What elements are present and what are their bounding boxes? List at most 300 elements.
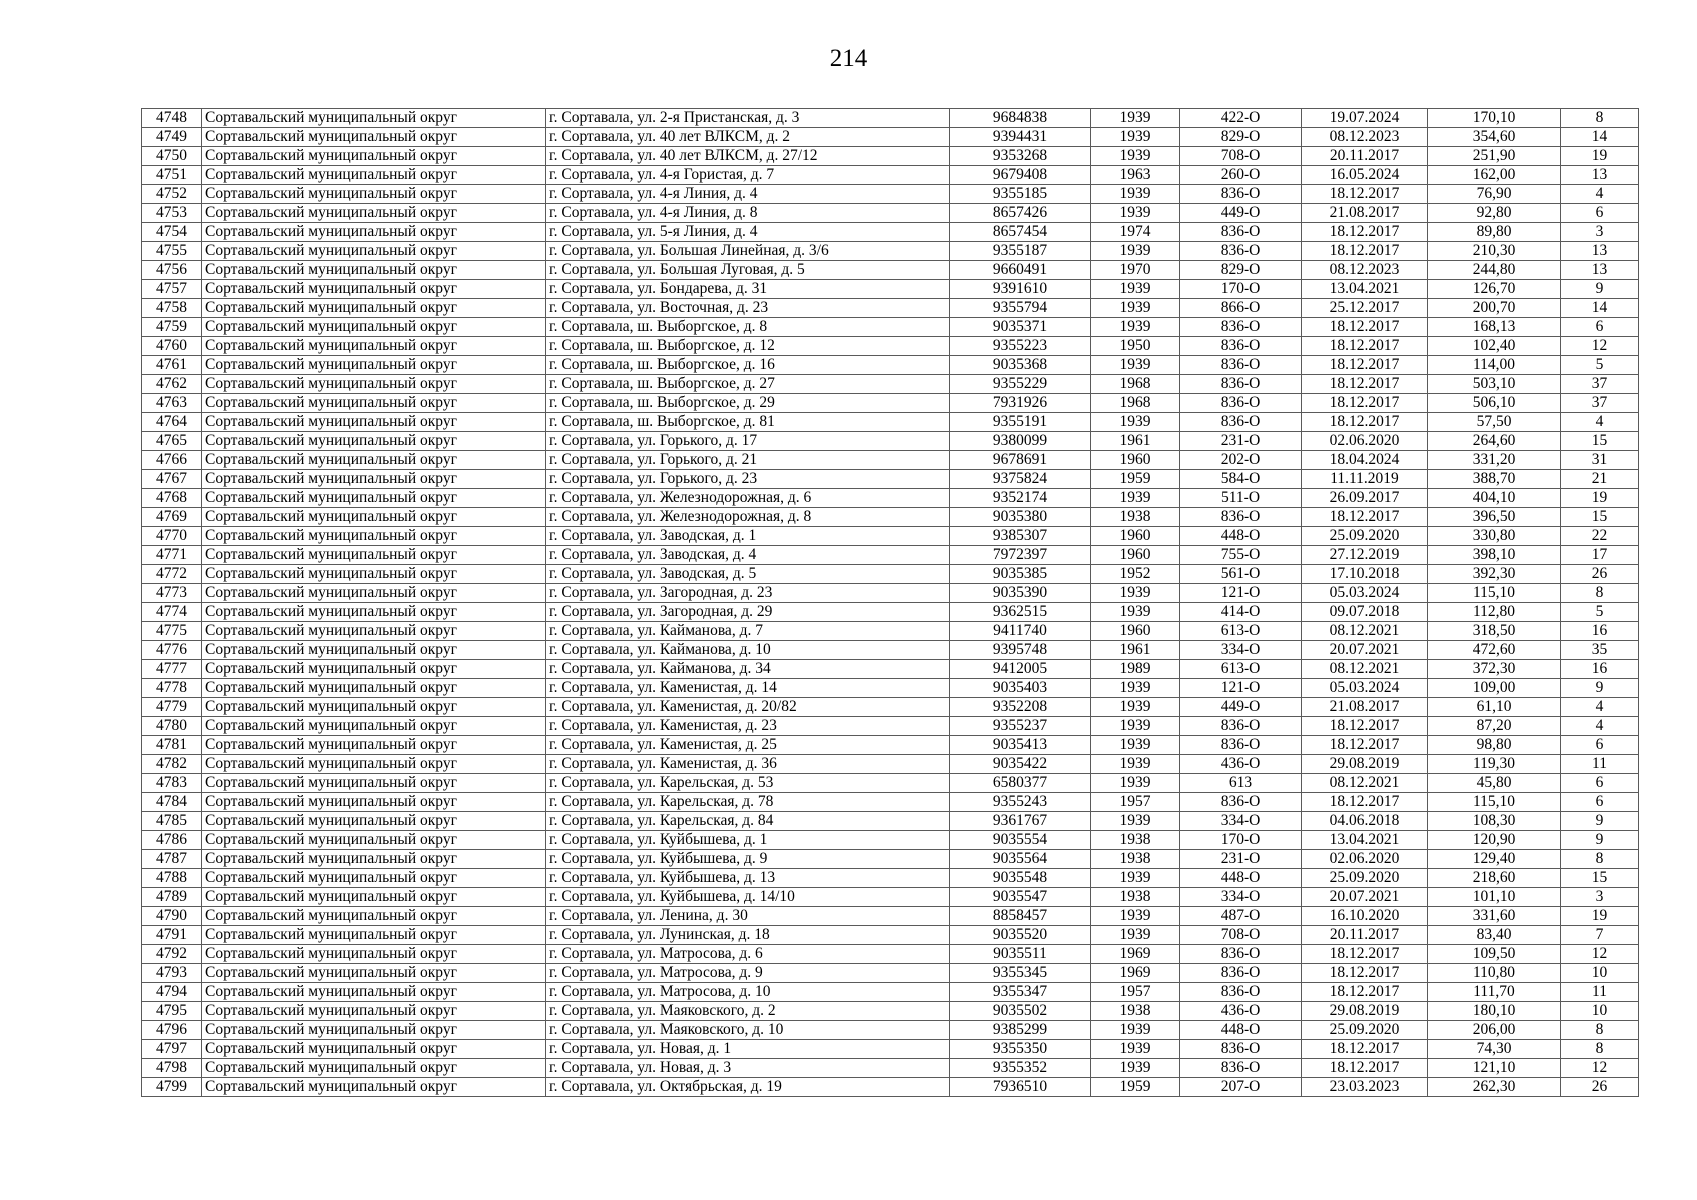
document-date-cell: 23.03.2023 bbox=[1302, 1078, 1428, 1097]
area-cell: 244,80 bbox=[1428, 261, 1561, 280]
district-cell: Сортавальский муниципальный округ bbox=[202, 527, 546, 546]
document-date-cell: 25.09.2020 bbox=[1302, 527, 1428, 546]
district-cell: Сортавальский муниципальный округ bbox=[202, 641, 546, 660]
address-cell: г. Сортавала, ул. 2-я Пристанская, д. 3 bbox=[546, 109, 950, 128]
table-row bbox=[142, 185, 1639, 204]
address-cell: г. Сортавала, ул. Каменистая, д. 20/82 bbox=[546, 698, 950, 717]
document-number-cell: 708-О bbox=[1180, 926, 1302, 945]
table-row bbox=[142, 641, 1639, 660]
row-number: 4797 bbox=[142, 1040, 202, 1059]
page-number: 214 bbox=[829, 45, 868, 72]
address-cell: г. Сортавала, ул. Каменистая, д. 14 bbox=[546, 679, 950, 698]
document-number-cell: 121-О bbox=[1180, 584, 1302, 603]
document-date-cell: 16.05.2024 bbox=[1302, 166, 1428, 185]
area-cell: 210,30 bbox=[1428, 242, 1561, 261]
address-cell: г. Сортавала, ул. Железнодорожная, д. 6 bbox=[546, 489, 950, 508]
row-number: 4791 bbox=[142, 926, 202, 945]
district-cell: Сортавальский муниципальный округ bbox=[202, 774, 546, 793]
cadastral-number-cell: 7972397 bbox=[950, 546, 1091, 565]
year-built-cell: 1939 bbox=[1091, 356, 1180, 375]
address-cell: г. Сортавала, ул. 4-я Линия, д. 8 bbox=[546, 204, 950, 223]
table-row bbox=[142, 869, 1639, 888]
year-built-cell: 1961 bbox=[1091, 432, 1180, 451]
count-cell: 5 bbox=[1561, 603, 1639, 622]
address-cell: г. Сортавала, ул. Ленина, д. 30 bbox=[546, 907, 950, 926]
year-built-cell: 1969 bbox=[1091, 964, 1180, 983]
registry-table bbox=[141, 108, 1639, 1097]
row-number: 4751 bbox=[142, 166, 202, 185]
document-date-cell: 27.12.2019 bbox=[1302, 546, 1428, 565]
district-cell: Сортавальский муниципальный округ bbox=[202, 1059, 546, 1078]
row-number: 4769 bbox=[142, 508, 202, 527]
cadastral-number-cell: 9035403 bbox=[950, 679, 1091, 698]
district-cell: Сортавальский муниципальный округ bbox=[202, 888, 546, 907]
row-number: 4759 bbox=[142, 318, 202, 337]
document-date-cell: 18.04.2024 bbox=[1302, 451, 1428, 470]
year-built-cell: 1957 bbox=[1091, 793, 1180, 812]
row-number: 4755 bbox=[142, 242, 202, 261]
count-cell: 8 bbox=[1561, 1040, 1639, 1059]
table-row bbox=[142, 1078, 1639, 1097]
document-number-cell: 436-О bbox=[1180, 755, 1302, 774]
cadastral-number-cell: 9355243 bbox=[950, 793, 1091, 812]
row-number: 4779 bbox=[142, 698, 202, 717]
row-number: 4781 bbox=[142, 736, 202, 755]
area-cell: 129,40 bbox=[1428, 850, 1561, 869]
address-cell: г. Сортавала, ул. Куйбышева, д. 1 bbox=[546, 831, 950, 850]
cadastral-number-cell: 9355185 bbox=[950, 185, 1091, 204]
cadastral-number-cell: 9411740 bbox=[950, 622, 1091, 641]
document-number-cell: 448-О bbox=[1180, 527, 1302, 546]
year-built-cell: 1939 bbox=[1091, 1040, 1180, 1059]
area-cell: 112,80 bbox=[1428, 603, 1561, 622]
table-row bbox=[142, 109, 1639, 128]
table-row bbox=[142, 717, 1639, 736]
district-cell: Сортавальский муниципальный округ bbox=[202, 1002, 546, 1021]
document-date-cell: 04.06.2018 bbox=[1302, 812, 1428, 831]
count-cell: 19 bbox=[1561, 489, 1639, 508]
year-built-cell: 1961 bbox=[1091, 641, 1180, 660]
area-cell: 331,60 bbox=[1428, 907, 1561, 926]
row-number: 4762 bbox=[142, 375, 202, 394]
area-cell: 119,30 bbox=[1428, 755, 1561, 774]
document-number-cell: 836-О bbox=[1180, 717, 1302, 736]
count-cell: 35 bbox=[1561, 641, 1639, 660]
row-number: 4787 bbox=[142, 850, 202, 869]
address-cell: г. Сортавала, ул. Загородная, д. 29 bbox=[546, 603, 950, 622]
cadastral-number-cell: 9035368 bbox=[950, 356, 1091, 375]
area-cell: 110,80 bbox=[1428, 964, 1561, 983]
area-cell: 114,00 bbox=[1428, 356, 1561, 375]
cadastral-number-cell: 9355223 bbox=[950, 337, 1091, 356]
cadastral-number-cell: 9679408 bbox=[950, 166, 1091, 185]
year-built-cell: 1938 bbox=[1091, 831, 1180, 850]
count-cell: 9 bbox=[1561, 831, 1639, 850]
area-cell: 331,20 bbox=[1428, 451, 1561, 470]
table-row bbox=[142, 299, 1639, 318]
row-number: 4757 bbox=[142, 280, 202, 299]
address-cell: г. Сортавала, ул. Лунинская, д. 18 bbox=[546, 926, 950, 945]
address-cell: г. Сортавала, ул. Заводская, д. 1 bbox=[546, 527, 950, 546]
area-cell: 264,60 bbox=[1428, 432, 1561, 451]
address-cell: г. Сортавала, ул. Каменистая, д. 25 bbox=[546, 736, 950, 755]
document-number-cell: 202-О bbox=[1180, 451, 1302, 470]
document-number-cell: 836-О bbox=[1180, 1040, 1302, 1059]
row-number: 4794 bbox=[142, 983, 202, 1002]
area-cell: 396,50 bbox=[1428, 508, 1561, 527]
district-cell: Сортавальский муниципальный округ bbox=[202, 470, 546, 489]
area-cell: 57,50 bbox=[1428, 413, 1561, 432]
row-number: 4765 bbox=[142, 432, 202, 451]
document-date-cell: 18.12.2017 bbox=[1302, 508, 1428, 527]
area-cell: 162,00 bbox=[1428, 166, 1561, 185]
address-cell: г. Сортавала, ул. 40 лет ВЛКСМ, д. 2 bbox=[546, 128, 950, 147]
year-built-cell: 1939 bbox=[1091, 109, 1180, 128]
table-row bbox=[142, 850, 1639, 869]
count-cell: 13 bbox=[1561, 166, 1639, 185]
document-number-cell: 836-О bbox=[1180, 945, 1302, 964]
table-row bbox=[142, 698, 1639, 717]
year-built-cell: 1939 bbox=[1091, 185, 1180, 204]
district-cell: Сортавальский муниципальный округ bbox=[202, 204, 546, 223]
document-date-cell: 08.12.2021 bbox=[1302, 660, 1428, 679]
cadastral-number-cell: 9362515 bbox=[950, 603, 1091, 622]
year-built-cell: 1939 bbox=[1091, 717, 1180, 736]
count-cell: 4 bbox=[1561, 717, 1639, 736]
row-number: 4785 bbox=[142, 812, 202, 831]
address-cell: г. Сортавала, ул. Большая Линейная, д. 3/6 bbox=[546, 242, 950, 261]
area-cell: 109,50 bbox=[1428, 945, 1561, 964]
document-date-cell: 18.12.2017 bbox=[1302, 717, 1428, 736]
document-number-cell: 422-О bbox=[1180, 109, 1302, 128]
year-built-cell: 1939 bbox=[1091, 299, 1180, 318]
document-number-cell: 829-О bbox=[1180, 128, 1302, 147]
cadastral-number-cell: 9355352 bbox=[950, 1059, 1091, 1078]
document-number-cell: 613 bbox=[1180, 774, 1302, 793]
document-number-cell: 836-О bbox=[1180, 394, 1302, 413]
cadastral-number-cell: 9361767 bbox=[950, 812, 1091, 831]
document-date-cell: 08.12.2023 bbox=[1302, 128, 1428, 147]
area-cell: 372,30 bbox=[1428, 660, 1561, 679]
document-date-cell: 21.08.2017 bbox=[1302, 204, 1428, 223]
row-number: 4790 bbox=[142, 907, 202, 926]
cadastral-number-cell: 8858457 bbox=[950, 907, 1091, 926]
count-cell: 22 bbox=[1561, 527, 1639, 546]
year-built-cell: 1960 bbox=[1091, 622, 1180, 641]
count-cell: 8 bbox=[1561, 109, 1639, 128]
area-cell: 168,13 bbox=[1428, 318, 1561, 337]
district-cell: Сортавальский муниципальный округ bbox=[202, 831, 546, 850]
row-number: 4783 bbox=[142, 774, 202, 793]
row-number: 4766 bbox=[142, 451, 202, 470]
year-built-cell: 1938 bbox=[1091, 888, 1180, 907]
table-row bbox=[142, 793, 1639, 812]
row-number: 4756 bbox=[142, 261, 202, 280]
table-row bbox=[142, 470, 1639, 489]
district-cell: Сортавальский муниципальный округ bbox=[202, 299, 546, 318]
row-number: 4770 bbox=[142, 527, 202, 546]
document-date-cell: 18.12.2017 bbox=[1302, 1059, 1428, 1078]
address-cell: г. Сортавала, ул. Куйбышева, д. 14/10 bbox=[546, 888, 950, 907]
document-date-cell: 19.07.2024 bbox=[1302, 109, 1428, 128]
row-number: 4761 bbox=[142, 356, 202, 375]
district-cell: Сортавальский муниципальный округ bbox=[202, 964, 546, 983]
row-number: 4777 bbox=[142, 660, 202, 679]
year-built-cell: 1959 bbox=[1091, 470, 1180, 489]
row-number: 4750 bbox=[142, 147, 202, 166]
row-number: 4754 bbox=[142, 223, 202, 242]
district-cell: Сортавальский муниципальный округ bbox=[202, 128, 546, 147]
address-cell: г. Сортавала, ул. Карельская, д. 53 bbox=[546, 774, 950, 793]
document-date-cell: 02.06.2020 bbox=[1302, 432, 1428, 451]
district-cell: Сортавальский муниципальный округ bbox=[202, 109, 546, 128]
area-cell: 115,10 bbox=[1428, 793, 1561, 812]
registry-table-body bbox=[142, 109, 1639, 1097]
year-built-cell: 1939 bbox=[1091, 489, 1180, 508]
year-built-cell: 1959 bbox=[1091, 1078, 1180, 1097]
document-number-cell: 836-О bbox=[1180, 356, 1302, 375]
count-cell: 17 bbox=[1561, 546, 1639, 565]
row-number: 4786 bbox=[142, 831, 202, 850]
count-cell: 26 bbox=[1561, 1078, 1639, 1097]
document-number-cell: 836-О bbox=[1180, 1059, 1302, 1078]
area-cell: 89,80 bbox=[1428, 223, 1561, 242]
count-cell: 8 bbox=[1561, 584, 1639, 603]
address-cell: г. Сортавала, ул. Горького, д. 21 bbox=[546, 451, 950, 470]
area-cell: 251,90 bbox=[1428, 147, 1561, 166]
table-row bbox=[142, 660, 1639, 679]
district-cell: Сортавальский муниципальный округ bbox=[202, 508, 546, 527]
document-date-cell: 18.12.2017 bbox=[1302, 242, 1428, 261]
document-date-cell: 18.12.2017 bbox=[1302, 356, 1428, 375]
document-date-cell: 18.12.2017 bbox=[1302, 793, 1428, 812]
year-built-cell: 1939 bbox=[1091, 869, 1180, 888]
row-number: 4767 bbox=[142, 470, 202, 489]
cadastral-number-cell: 9035554 bbox=[950, 831, 1091, 850]
table-row bbox=[142, 1002, 1639, 1021]
area-cell: 398,10 bbox=[1428, 546, 1561, 565]
address-cell: г. Сортавала, ул. 5-я Линия, д. 4 bbox=[546, 223, 950, 242]
row-number: 4752 bbox=[142, 185, 202, 204]
year-built-cell: 1939 bbox=[1091, 926, 1180, 945]
table-row bbox=[142, 356, 1639, 375]
cadastral-number-cell: 9035564 bbox=[950, 850, 1091, 869]
cadastral-number-cell: 9352208 bbox=[950, 698, 1091, 717]
count-cell: 12 bbox=[1561, 337, 1639, 356]
document-date-cell: 18.12.2017 bbox=[1302, 945, 1428, 964]
count-cell: 8 bbox=[1561, 1021, 1639, 1040]
count-cell: 13 bbox=[1561, 261, 1639, 280]
address-cell: г. Сортавала, ш. Выборгское, д. 16 bbox=[546, 356, 950, 375]
district-cell: Сортавальский муниципальный округ bbox=[202, 812, 546, 831]
count-cell: 19 bbox=[1561, 147, 1639, 166]
district-cell: Сортавальский муниципальный округ bbox=[202, 451, 546, 470]
row-number: 4795 bbox=[142, 1002, 202, 1021]
district-cell: Сортавальский муниципальный округ bbox=[202, 261, 546, 280]
district-cell: Сортавальский муниципальный округ bbox=[202, 926, 546, 945]
year-built-cell: 1939 bbox=[1091, 584, 1180, 603]
document-date-cell: 16.10.2020 bbox=[1302, 907, 1428, 926]
document-date-cell: 20.07.2021 bbox=[1302, 888, 1428, 907]
cadastral-number-cell: 7931926 bbox=[950, 394, 1091, 413]
district-cell: Сортавальский муниципальный округ bbox=[202, 660, 546, 679]
document-date-cell: 21.08.2017 bbox=[1302, 698, 1428, 717]
document-date-cell: 08.12.2023 bbox=[1302, 261, 1428, 280]
table-row bbox=[142, 489, 1639, 508]
document-number-cell: 836-О bbox=[1180, 736, 1302, 755]
document-date-cell: 05.03.2024 bbox=[1302, 584, 1428, 603]
count-cell: 10 bbox=[1561, 1002, 1639, 1021]
document-date-cell: 17.10.2018 bbox=[1302, 565, 1428, 584]
cadastral-number-cell: 9035380 bbox=[950, 508, 1091, 527]
year-built-cell: 1968 bbox=[1091, 394, 1180, 413]
row-number: 4773 bbox=[142, 584, 202, 603]
address-cell: г. Сортавала, ул. Заводская, д. 4 bbox=[546, 546, 950, 565]
cadastral-number-cell: 9355347 bbox=[950, 983, 1091, 1002]
area-cell: 200,70 bbox=[1428, 299, 1561, 318]
district-cell: Сортавальский муниципальный округ bbox=[202, 546, 546, 565]
address-cell: г. Сортавала, ул. Каменистая, д. 23 bbox=[546, 717, 950, 736]
row-number: 4748 bbox=[142, 109, 202, 128]
row-number: 4789 bbox=[142, 888, 202, 907]
count-cell: 16 bbox=[1561, 622, 1639, 641]
document-number-cell: 436-О bbox=[1180, 1002, 1302, 1021]
table-row bbox=[142, 831, 1639, 850]
document-date-cell: 18.12.2017 bbox=[1302, 318, 1428, 337]
area-cell: 108,30 bbox=[1428, 812, 1561, 831]
table-row bbox=[142, 223, 1639, 242]
document-number-cell: 836-О bbox=[1180, 318, 1302, 337]
document-number-cell: 511-О bbox=[1180, 489, 1302, 508]
row-number: 4772 bbox=[142, 565, 202, 584]
district-cell: Сортавальский муниципальный округ bbox=[202, 242, 546, 261]
area-cell: 61,10 bbox=[1428, 698, 1561, 717]
district-cell: Сортавальский муниципальный округ bbox=[202, 1040, 546, 1059]
year-built-cell: 1939 bbox=[1091, 603, 1180, 622]
address-cell: г. Сортавала, ул. Большая Луговая, д. 5 bbox=[546, 261, 950, 280]
count-cell: 4 bbox=[1561, 413, 1639, 432]
address-cell: г. Сортавала, ш. Выборгское, д. 12 bbox=[546, 337, 950, 356]
district-cell: Сортавальский муниципальный округ bbox=[202, 603, 546, 622]
document-number-cell: 708-О bbox=[1180, 147, 1302, 166]
document-number-cell: 231-О bbox=[1180, 432, 1302, 451]
document-date-cell: 29.08.2019 bbox=[1302, 755, 1428, 774]
count-cell: 5 bbox=[1561, 356, 1639, 375]
address-cell: г. Сортавала, ш. Выборгское, д. 81 bbox=[546, 413, 950, 432]
area-cell: 102,40 bbox=[1428, 337, 1561, 356]
cadastral-number-cell: 9035547 bbox=[950, 888, 1091, 907]
table-row bbox=[142, 1059, 1639, 1078]
cadastral-number-cell: 9660491 bbox=[950, 261, 1091, 280]
cadastral-number-cell: 9353268 bbox=[950, 147, 1091, 166]
address-cell: г. Сортавала, ш. Выборгское, д. 27 bbox=[546, 375, 950, 394]
cadastral-number-cell: 9035520 bbox=[950, 926, 1091, 945]
row-number: 4758 bbox=[142, 299, 202, 318]
cadastral-number-cell: 9035390 bbox=[950, 584, 1091, 603]
cadastral-number-cell: 9385307 bbox=[950, 527, 1091, 546]
address-cell: г. Сортавала, ул. Куйбышева, д. 13 bbox=[546, 869, 950, 888]
document-date-cell: 18.12.2017 bbox=[1302, 185, 1428, 204]
year-built-cell: 1989 bbox=[1091, 660, 1180, 679]
table-row bbox=[142, 527, 1639, 546]
table-row bbox=[142, 128, 1639, 147]
document-date-cell: 08.12.2021 bbox=[1302, 774, 1428, 793]
document-number-cell: 334-О bbox=[1180, 641, 1302, 660]
cadastral-number-cell: 9395748 bbox=[950, 641, 1091, 660]
table-row bbox=[142, 204, 1639, 223]
area-cell: 354,60 bbox=[1428, 128, 1561, 147]
document-date-cell: 13.04.2021 bbox=[1302, 280, 1428, 299]
cadastral-number-cell: 9035502 bbox=[950, 1002, 1091, 1021]
cadastral-number-cell: 9678691 bbox=[950, 451, 1091, 470]
district-cell: Сортавальский муниципальный округ bbox=[202, 983, 546, 1002]
document-number-cell: 448-О bbox=[1180, 869, 1302, 888]
year-built-cell: 1939 bbox=[1091, 774, 1180, 793]
cadastral-number-cell: 9035371 bbox=[950, 318, 1091, 337]
table-row bbox=[142, 945, 1639, 964]
document-date-cell: 25.09.2020 bbox=[1302, 1021, 1428, 1040]
row-number: 4793 bbox=[142, 964, 202, 983]
document-number-cell: 836-О bbox=[1180, 337, 1302, 356]
count-cell: 3 bbox=[1561, 888, 1639, 907]
cadastral-number-cell: 9355794 bbox=[950, 299, 1091, 318]
count-cell: 12 bbox=[1561, 1059, 1639, 1078]
year-built-cell: 1939 bbox=[1091, 812, 1180, 831]
count-cell: 6 bbox=[1561, 793, 1639, 812]
area-cell: 115,10 bbox=[1428, 584, 1561, 603]
count-cell: 15 bbox=[1561, 508, 1639, 527]
address-cell: г. Сортавала, ул. Загородная, д. 23 bbox=[546, 584, 950, 603]
area-cell: 472,60 bbox=[1428, 641, 1561, 660]
table-row bbox=[142, 413, 1639, 432]
count-cell: 8 bbox=[1561, 850, 1639, 869]
document-date-cell: 26.09.2017 bbox=[1302, 489, 1428, 508]
year-built-cell: 1939 bbox=[1091, 907, 1180, 926]
count-cell: 16 bbox=[1561, 660, 1639, 679]
area-cell: 92,80 bbox=[1428, 204, 1561, 223]
area-cell: 170,10 bbox=[1428, 109, 1561, 128]
year-built-cell: 1939 bbox=[1091, 128, 1180, 147]
district-cell: Сортавальский муниципальный округ bbox=[202, 280, 546, 299]
document-number-cell: 836-О bbox=[1180, 508, 1302, 527]
document-date-cell: 20.07.2021 bbox=[1302, 641, 1428, 660]
address-cell: г. Сортавала, ул. Восточная, д. 23 bbox=[546, 299, 950, 318]
address-cell: г. Сортавала, ш. Выборгское, д. 8 bbox=[546, 318, 950, 337]
row-number: 4771 bbox=[142, 546, 202, 565]
document-number-cell: 260-О bbox=[1180, 166, 1302, 185]
cadastral-number-cell: 9035422 bbox=[950, 755, 1091, 774]
row-number: 4775 bbox=[142, 622, 202, 641]
document-number-cell: 584-О bbox=[1180, 470, 1302, 489]
table-row bbox=[142, 337, 1639, 356]
district-cell: Сортавальский муниципальный округ bbox=[202, 147, 546, 166]
document-number-cell: 836-О bbox=[1180, 793, 1302, 812]
address-cell: г. Сортавала, ул. Куйбышева, д. 9 bbox=[546, 850, 950, 869]
district-cell: Сортавальский муниципальный округ bbox=[202, 755, 546, 774]
address-cell: г. Сортавала, ул. Матросова, д. 6 bbox=[546, 945, 950, 964]
document-number-cell: 755-О bbox=[1180, 546, 1302, 565]
row-number: 4776 bbox=[142, 641, 202, 660]
document-date-cell: 25.12.2017 bbox=[1302, 299, 1428, 318]
area-cell: 318,50 bbox=[1428, 622, 1561, 641]
document-number-cell: 836-О bbox=[1180, 242, 1302, 261]
address-cell: г. Сортавала, ул. Горького, д. 17 bbox=[546, 432, 950, 451]
row-number: 4799 bbox=[142, 1078, 202, 1097]
row-number: 4796 bbox=[142, 1021, 202, 1040]
cadastral-number-cell: 9355350 bbox=[950, 1040, 1091, 1059]
document-date-cell: 18.12.2017 bbox=[1302, 964, 1428, 983]
district-cell: Сортавальский муниципальный округ bbox=[202, 850, 546, 869]
